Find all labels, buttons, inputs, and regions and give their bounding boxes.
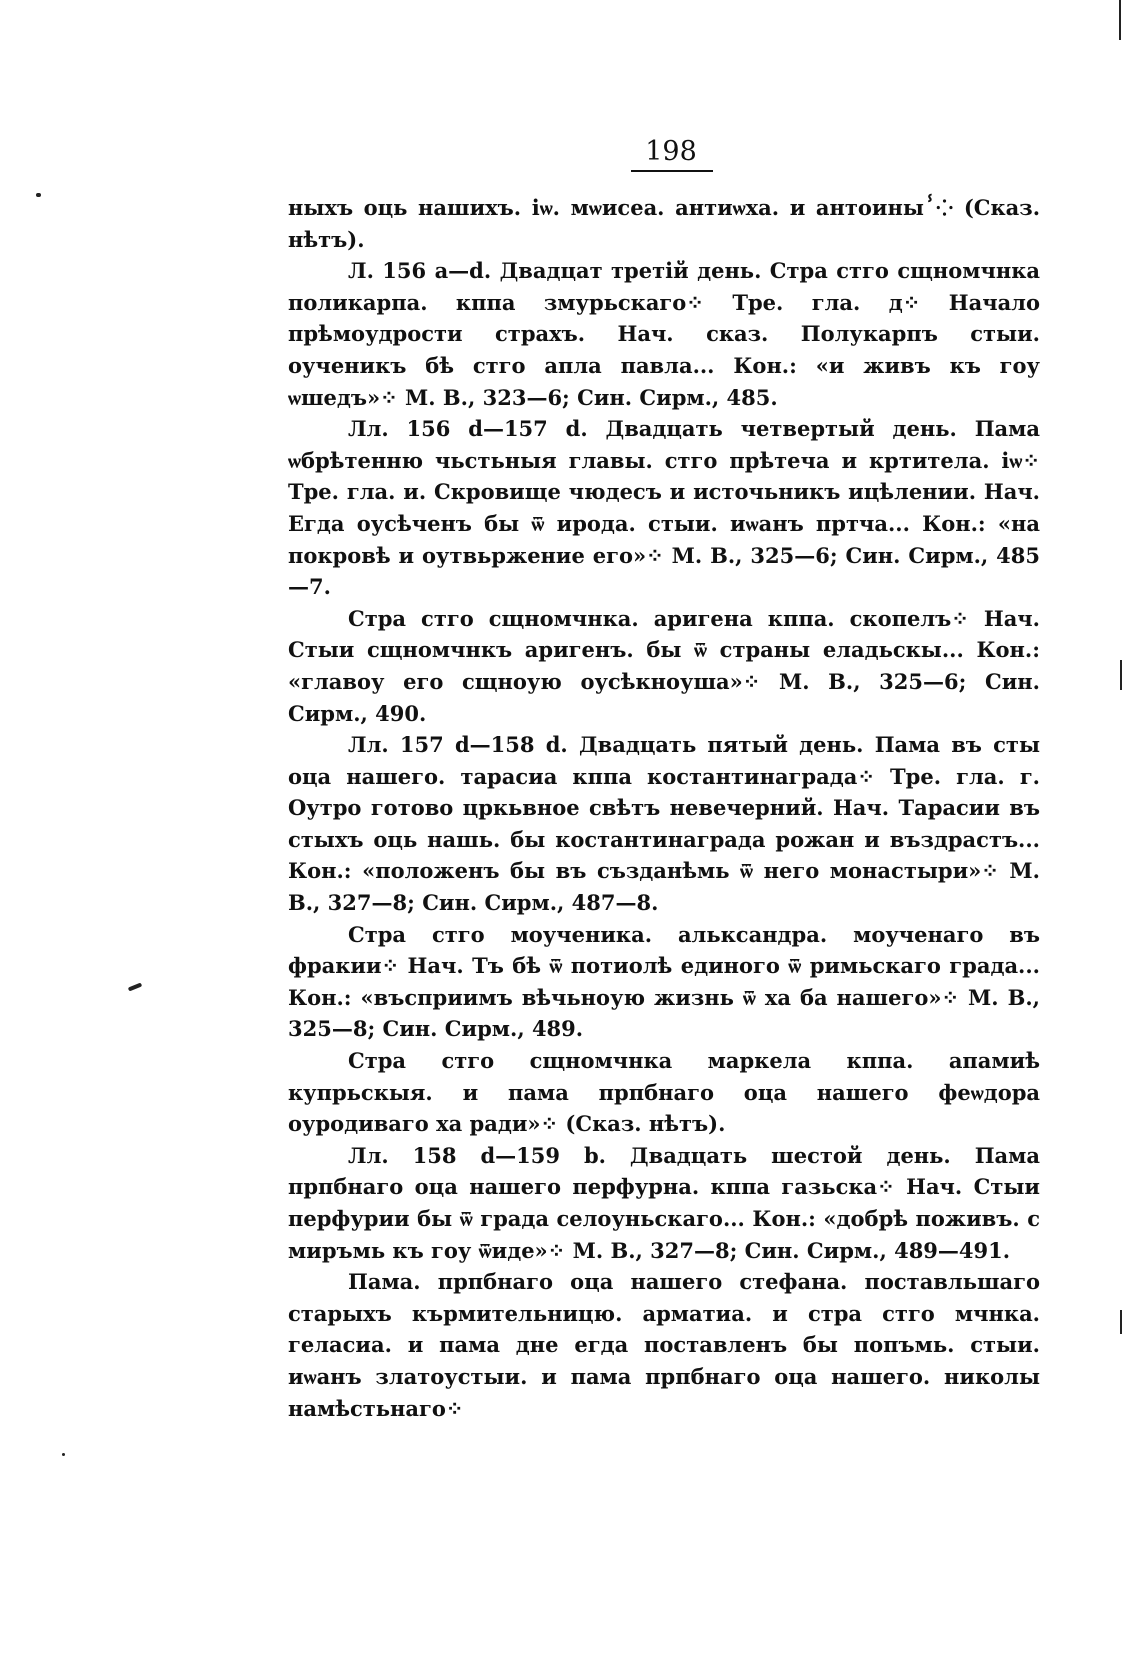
page-number-underline [631, 170, 713, 172]
paragraph-arigen: Стра стго сщномчнка. аригена кппа. скопелъ⁘ Нач. Стыи сщномчнкъ аригенъ. бы ѿ страны еладьскы... Кон.: «главоу его сщноую оусѣкноуша»⁘ М. В., 325—6; Син. Сирм., 490. [288, 605, 1040, 726]
paragraph-entry-157-158: Лл. 157 d—158 d. Двадцать пятый день. Пама въ сты оца нашего. тарасиа кппа костантинаграда⁘ Тре. гла. г. Оутро готово цркьвное свѣтъ невечерний. Нач. Тарасии въ стыхъ оць нашь. бы костантинаграда рожан и въздрастъ... Кон.: «положенъ бы въ създанѣмь ѿ него монастыри»⁘ М. В., 327—8; Син. Сирм., 487—8. [288, 732, 1040, 916]
paragraph-entry-158-159: Лл. 158 d—159 b. Двадцать шестой день. Пама прпбнаго оца нашего перфурна. кппа газьска⁘ Нач. Стыи перфурии бы ѿ града селоуньскаго... Кон.: «добрѣ поживъ. с миръмь къ гоу ѿиде»⁘ М. В., 327—8; Син. Сирм., 489—491. [288, 1142, 1040, 1263]
body-text [288, 192, 1040, 1424]
scan-speck [62, 1453, 65, 1456]
paragraph-stefan: Пама. прпбнаго оца нашего стефана. поставльшаго старыхъ кърмительницю. арматиа. и стра стго мчнка. геласиа. и пама дне егда поставленъ бы попъмь. стыи. иѡанъ златоустыи. и пама прпбнаго оца нашего. николы намѣстьнаго⁘ [288, 1269, 1040, 1421]
paragraph-markel: Стра стго сщномчнка маркела кппа. апамиѣ купрьскыя. и пама прпбнаго оца нашего феѡдора оуродиваго ха ради»⁘ (Сказ. нѣтъ). [288, 1048, 1040, 1137]
scan-speck [36, 193, 41, 197]
page-number: 198 [645, 136, 697, 167]
paragraph-continuation: ныхъ оць нашихъ. іѡ. мѡисеа. антиѡха. и антоиныⸯ⁘ (Сказ. нѣтъ). [288, 195, 1040, 252]
paragraph-aleksandr: Стра стго моученика. альксандра. моученаго въ фракии⁘ Нач. Тъ бѣ ѿ потиолѣ единого ѿ римьскаго града... Кон.: «въсприимъ вѣчьноую жизнь ѿ ха ба нашего»⁘ М. В., 325—8; Син. Сирм., 489. [288, 921, 1040, 1042]
paragraph-entry-156: Л. 156 a—d. Двадцат третій день. Стра стго сщномчнка поликарпа. кппа змурьскаго⁘ Тре. гла. д⁘ Начало прѣмоудрости страхъ. Нач. сказ. Полукарпъ стыи. оученикъ бѣ стго апла павла... Кон.: «и живъ къ гоу ѡшедъ»⁘ М. В., 323—6; Син. Сирм., 485. [288, 258, 1040, 410]
scan-speck [128, 983, 142, 992]
scan-edge-mark [1120, 660, 1122, 690]
scan-edge-mark [1120, 1310, 1122, 1334]
paragraph-entry-156-157: Лл. 156 d—157 d. Двадцать четвертый день. Пама ѡбрѣтенню чьстьныя главы. стго прѣтеча и кртитела. іѡ⁘ Тре. гла. и. Скровище чюдесъ и источьникъ ицѣлении. Нач. Егда оусѣченъ бы ѿ ирода. стыи. иѡанъ пртча... Кон.: «на покровѣ и оутвьржение его»⁘ М. В., 325—6; Син. Сирм., 485—7. [288, 416, 1040, 600]
scan-edge-mark [1119, 0, 1121, 40]
